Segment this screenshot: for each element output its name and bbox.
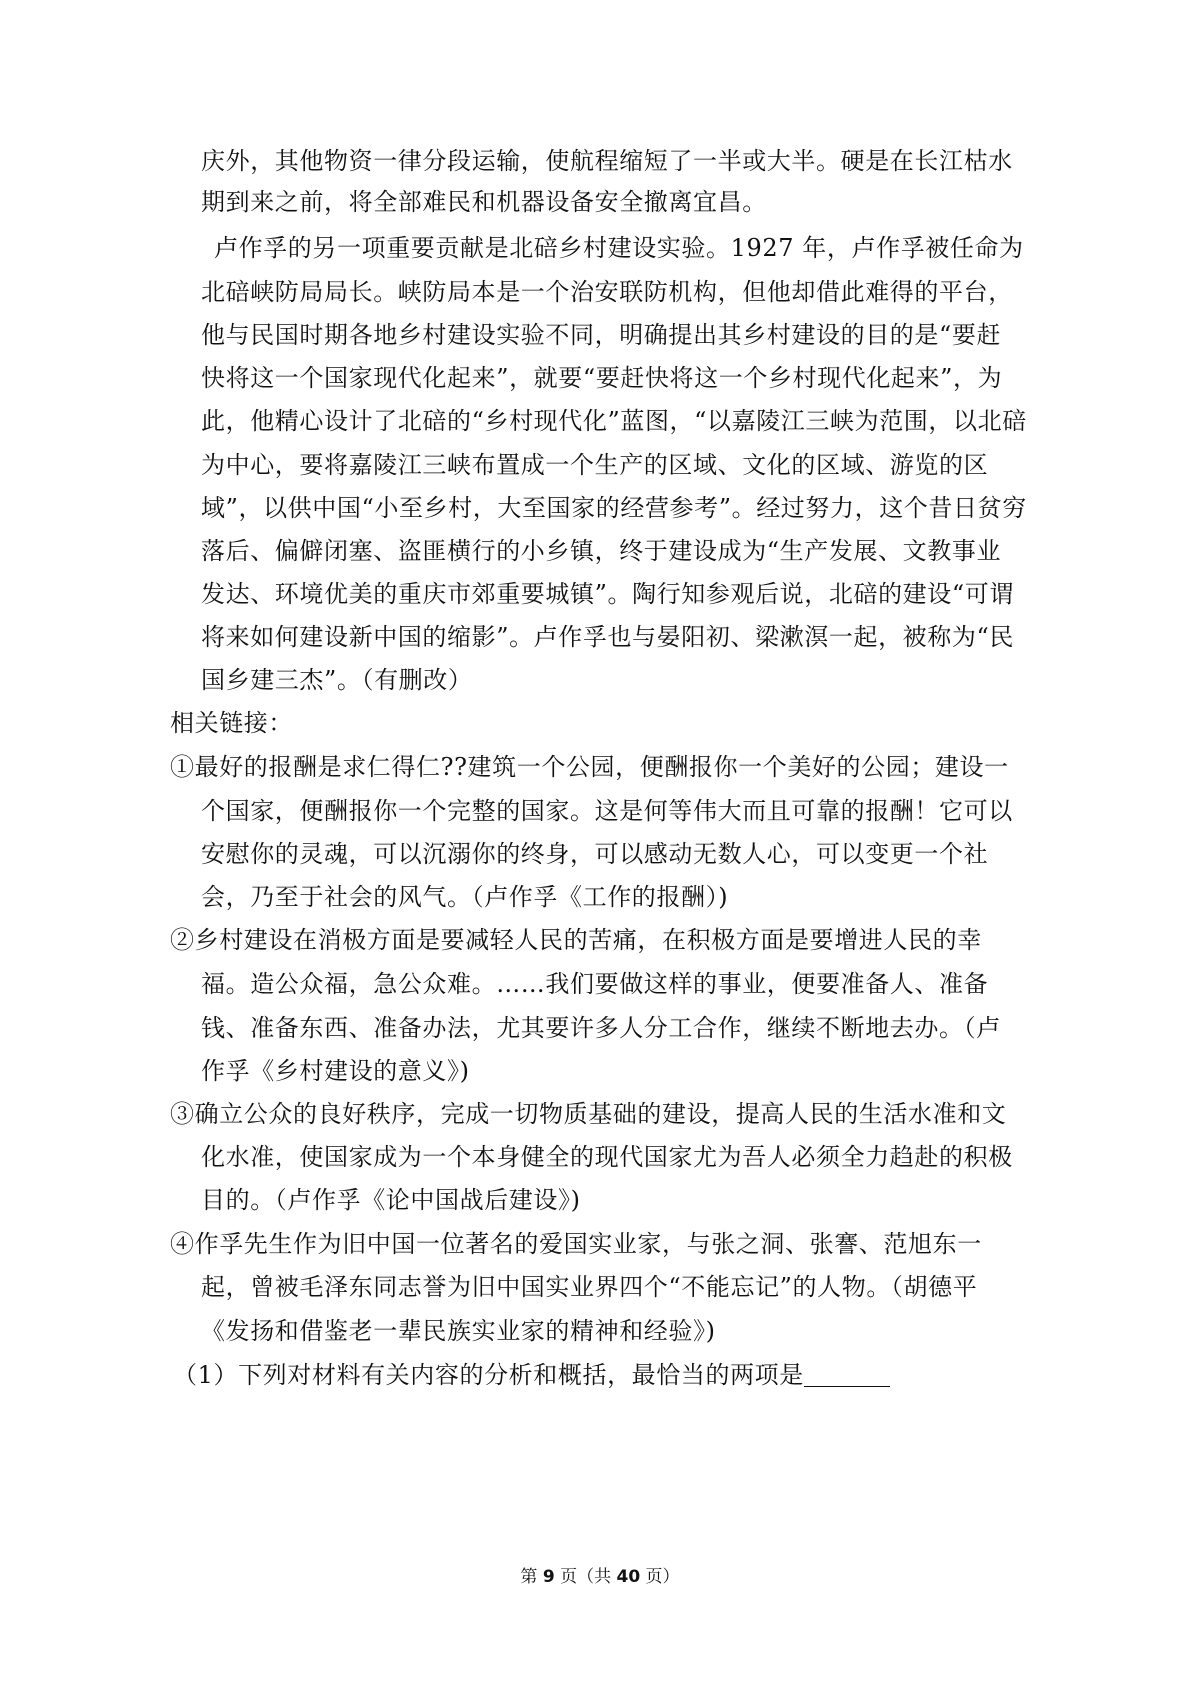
article-line: 为中心，要将嘉陵江三峡布置成一个生产的区域、文化的区域、游览的区 <box>201 451 989 479</box>
link-item-1-line: 会，乃至于社会的风气。（卢作孚《工作的报酬）) <box>201 883 729 911</box>
link-item-3-line: ③确立公众的良好秩序，完成一切物质基础的建设，提高人民的生活水准和文 <box>170 1100 1007 1128</box>
article-line: 将来如何建设新中国的缩影”。卢作孚也与晏阳初、梁漱溟一起，被称为“民 <box>201 623 1014 651</box>
article-line: 北碚峡防局局长。峡防局本是一个治安联防机构，但他却借此难得的平台， <box>201 278 1013 306</box>
question-1 <box>173 1360 890 1390</box>
link-item-2-line: 钱、准备东西、准备办法，尤其要许多人分工合作，继续不断地去办。（卢 <box>201 1014 1001 1042</box>
article-line: 快将这一个国家现代化起来”，就要“要赶快将这一个乡村现代化起来”，为 <box>201 364 1003 392</box>
link-item-4-line: 起，曾被毛泽东同志誉为旧中国实业界四个“不能忘记”的人物。（胡德平 <box>201 1273 978 1301</box>
footer-middle: 页（共 <box>554 1567 617 1587</box>
footer-prefix: 第 <box>520 1567 543 1587</box>
article-line: 域”，以供中国“小至乡村，大至国家的经营参考”。经过努力，这个昔日贫穷 <box>201 494 1027 522</box>
link-item-4-line: 《发扬和借鉴老一辈民族实业家的精神和经验》) <box>201 1317 716 1345</box>
total-pages: 40 <box>616 1567 641 1587</box>
link-item-3-line: 化水准，使国家成为一个本身健全的现代国家尤为吾人必须全力趋赴的积极 <box>201 1143 1013 1171</box>
page-footer <box>0 1566 1200 1588</box>
link-item-1-line: 个国家，便酬报你一个完整的国家。这是何等伟大而且可靠的报酬！它可以 <box>201 797 1013 825</box>
link-item-1-line: ①最好的报酬是求仁得仁??建筑一个公园，便酬报你一个美好的公园；建设一 <box>170 753 1009 781</box>
article-line: 他与民国时期各地乡村建设实验不同，明确提出其乡村建设的目的是“要赶 <box>201 321 1002 349</box>
article-line: 卢作孚的另一项重要贡献是北碚乡村建设实验。1927 年，卢作孚被任命为 <box>214 234 1024 262</box>
link-item-2-line: ②乡村建设在消极方面是要减轻人民的苦痛，在积极方面是要增进人民的幸 <box>170 926 982 954</box>
article-line: 国乡建三杰”。（有删改） <box>201 666 473 694</box>
page-number: 9 <box>542 1567 555 1587</box>
answer-blank[interactable] <box>804 1362 890 1387</box>
link-item-3-line: 目的。（卢作孚《论中国战后建设》) <box>201 1186 581 1214</box>
question-text: （1）下列对材料有关内容的分析和概括，最恰当的两项是 <box>173 1361 804 1389</box>
article-line: 庆外，其他物资一律分段运输，使航程缩短了一半或大半。硬是在长江枯水 <box>201 147 1013 175</box>
article-line: 此，他精心设计了北碚的“乡村现代化”蓝图，“以嘉陵江三峡为范围，以北碚 <box>201 407 1027 435</box>
article-line: 期到来之前，将全部难民和机器设备安全撤离宜昌。 <box>201 188 767 216</box>
links-heading: 相关链接： <box>170 709 293 737</box>
link-item-4-line: ④作孚先生作为旧中国一位著名的爱国实业家，与张之洞、张謇、范旭东一 <box>170 1230 982 1258</box>
article-line: 落后、偏僻闭塞、盗匪横行的小乡镇，终于建设成为“生产发展、文教事业 <box>201 537 1002 565</box>
link-item-2-line: 作孚《乡村建设的意义》) <box>201 1057 470 1085</box>
link-item-1-line: 安慰你的灵魂，可以沉溺你的终身，可以感动无数人心，可以变更一个社 <box>201 840 989 868</box>
footer-suffix: 页） <box>640 1567 680 1587</box>
link-item-2-line: 福。造公众福，急公众难。……我们要做这样的事业，便要准备人、准备 <box>201 970 989 998</box>
article-line: 发达、环境优美的重庆市郊重要城镇”。陶行知参观后说，北碚的建设“可谓 <box>201 580 1014 608</box>
